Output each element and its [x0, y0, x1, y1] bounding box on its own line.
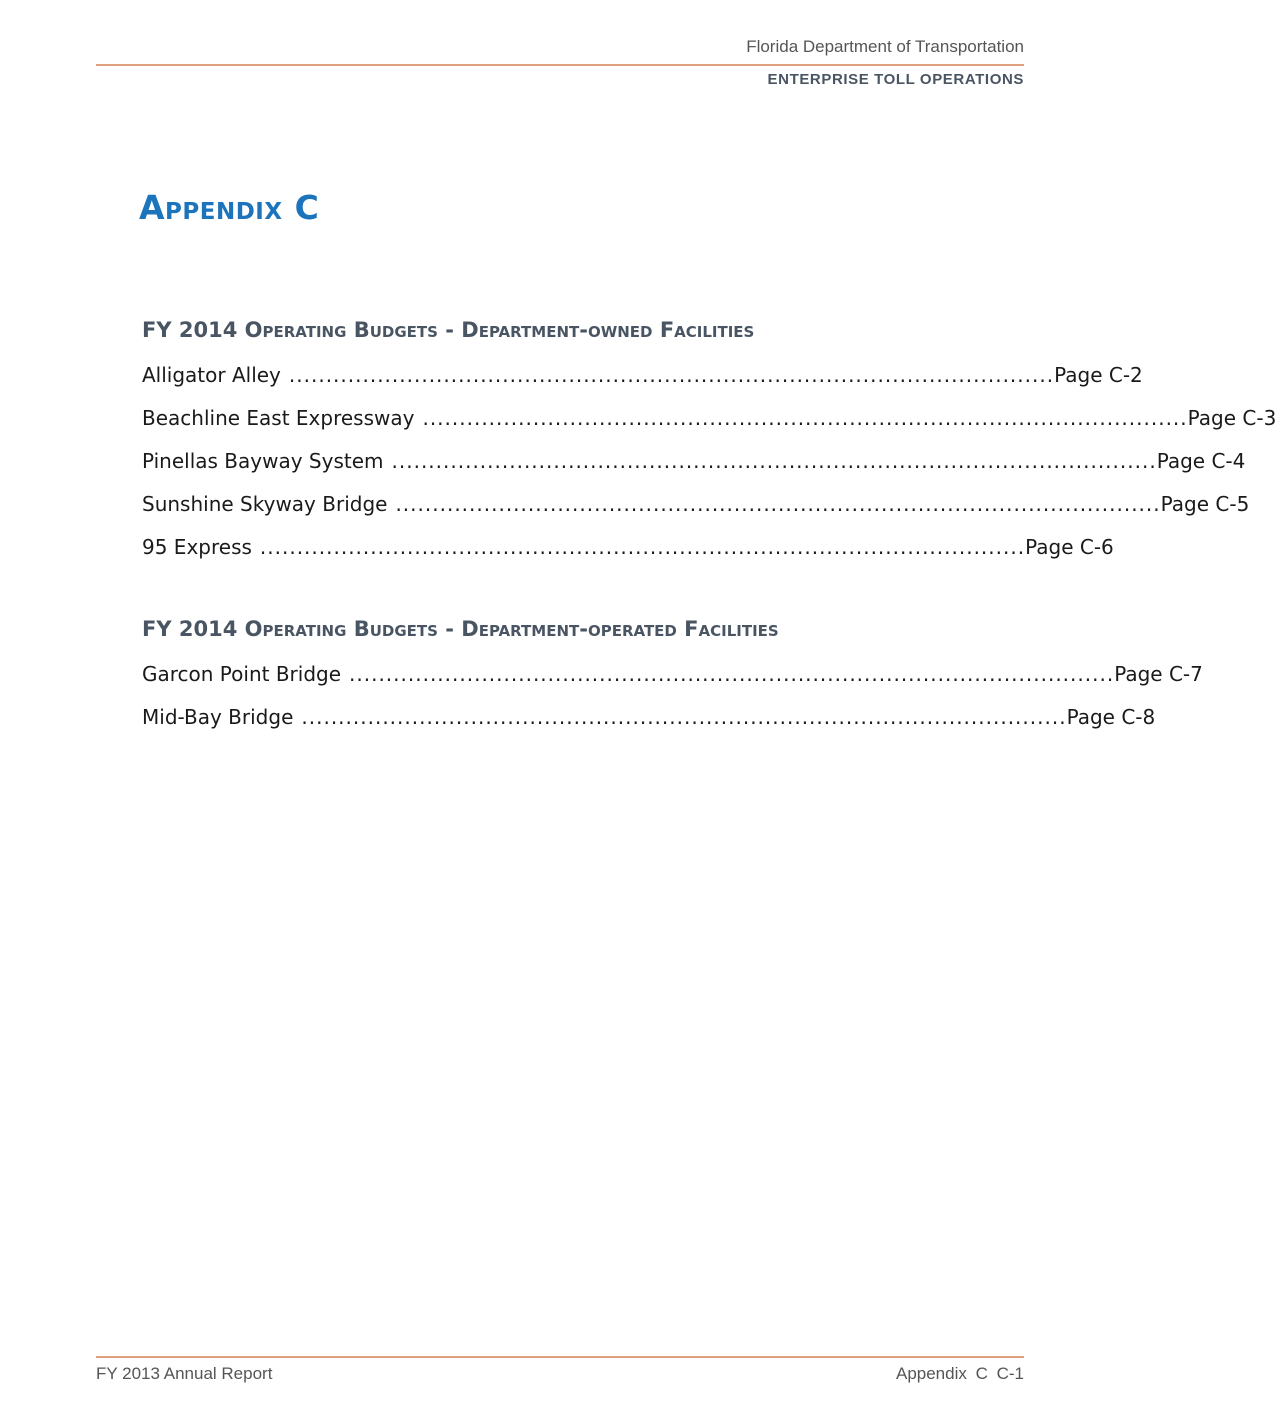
toc-entry-label: Sunshine Skyway Bridge	[142, 492, 388, 516]
footer-page-number: Appendix C C-1	[895, 1364, 1024, 1383]
toc-entry[interactable]	[142, 535, 1114, 578]
section-heading-operated: FY 2014 Operating Budgets - Department-operated Facilities	[142, 617, 779, 641]
toc-entry[interactable]	[142, 449, 1246, 492]
toc-entry[interactable]	[142, 705, 1156, 748]
footer-rule	[96, 1356, 1024, 1358]
toc-entry-label: Mid-Bay Bridge	[142, 705, 294, 729]
dot-leader: ........................................................................................................	[259, 535, 1026, 559]
toc-entry-page: Page C-4	[1156, 449, 1246, 473]
dot-leader: ........................................................................................................	[391, 449, 1157, 473]
page-title: Appendix C	[139, 188, 320, 227]
toc-list-operated	[142, 662, 1203, 748]
toc-entry-label: Alligator Alley	[142, 363, 281, 387]
dot-leader: ........................................................................................................	[288, 363, 1055, 387]
toc-entry-page: Page C-7	[1114, 662, 1203, 686]
toc-entry[interactable]	[142, 363, 1143, 406]
header-department: ENTERPRISE TOLL OPERATIONS	[767, 71, 1024, 88]
dot-leader: ........................................................................................................	[301, 705, 1067, 729]
toc-entry-label: Garcon Point Bridge	[142, 662, 342, 686]
section-heading-owned: FY 2014 Operating Budgets - Department-owned Facilities	[142, 318, 755, 342]
toc-entry-page: Page C-2	[1054, 363, 1143, 387]
toc-entry-label: 95 Express	[142, 535, 252, 559]
toc-entry-page: Page C-5	[1160, 492, 1250, 516]
toc-entry-label: Pinellas Bayway System	[142, 449, 384, 473]
toc-entry[interactable]	[142, 406, 1276, 449]
dot-leader: ........................................................................................................	[395, 492, 1161, 516]
dot-leader: ........................................................................................................	[349, 662, 1115, 686]
dot-leader: ........................................................................................................	[422, 406, 1188, 430]
toc-list-owned	[142, 363, 1276, 578]
toc-entry[interactable]	[142, 492, 1250, 535]
toc-entry-label: Beachline East Expressway	[142, 406, 415, 430]
toc-entry-page: Page C-6	[1025, 535, 1114, 559]
toc-entry-page: Page C-8	[1066, 705, 1156, 729]
toc-entry-page: Page C-3	[1187, 406, 1276, 430]
header-organization: Florida Department of Transportation	[746, 37, 1024, 56]
header-rule	[96, 64, 1024, 66]
footer-report-title: FY 2013 Annual Report	[96, 1364, 273, 1383]
toc-entry[interactable]	[142, 662, 1203, 705]
